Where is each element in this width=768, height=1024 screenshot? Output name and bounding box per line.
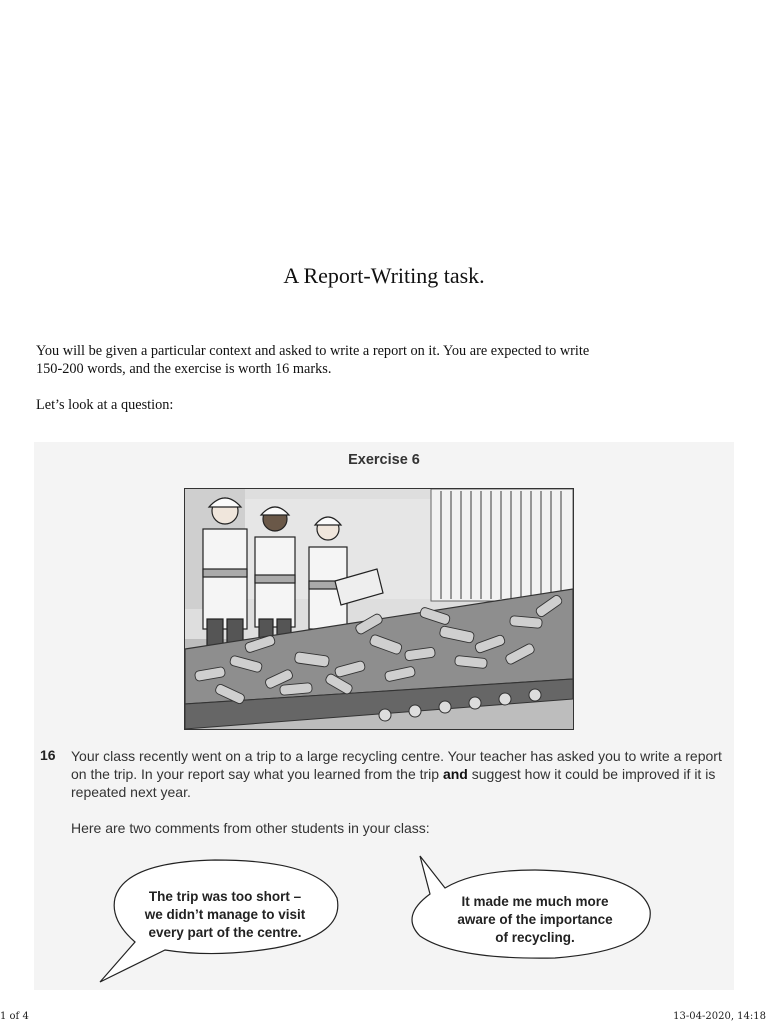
recycling-centre-illustration <box>184 488 574 730</box>
recycling-centre-picture <box>185 489 573 729</box>
comment-left <box>130 888 320 942</box>
speech-bubbles <box>95 850 675 985</box>
page-indicator: 1 of 4 <box>0 1011 29 1022</box>
question-text-part-2: suggest how it could be improved if it is repeated next year. <box>71 766 716 800</box>
page-title: A Report-Writing task. <box>283 263 485 288</box>
lets-look-text: Let’s look at a question: <box>36 397 174 413</box>
intro-line-1: You will be given a particular context and asked to write a report on it. You are expected to write <box>36 343 590 359</box>
intro-line-2: 150-200 words, and the exercise is worth 16 marks. <box>36 361 332 377</box>
intro-paragraph <box>36 342 736 378</box>
comment-right-line-2: aware of the importance <box>457 912 613 927</box>
question-text <box>71 747 731 801</box>
exercise-title: Exercise 6 <box>348 452 420 468</box>
comment-left-line-3: every part of the centre. <box>148 925 302 940</box>
question-number: 16 <box>40 747 56 763</box>
comment-right-line-3: of recycling. <box>495 930 575 945</box>
comments-intro: Here are two comments from other students in your class: <box>71 820 430 836</box>
comment-right-line-1: It made me much more <box>461 894 609 909</box>
print-datetime: 13-04-2020, 14:18 <box>673 1011 766 1022</box>
question-text-part-1: Your class recently went on a trip to a large recycling centre. Your teacher has asked you to write a report on the trip. In your report say what you learned from the trip <box>71 748 722 782</box>
comment-left-line-1: The trip was too short – <box>148 889 302 904</box>
comment-left-line-2: we didn’t manage to visit <box>144 907 306 922</box>
question-text-bold: and <box>442 766 468 782</box>
comment-right <box>435 893 635 947</box>
